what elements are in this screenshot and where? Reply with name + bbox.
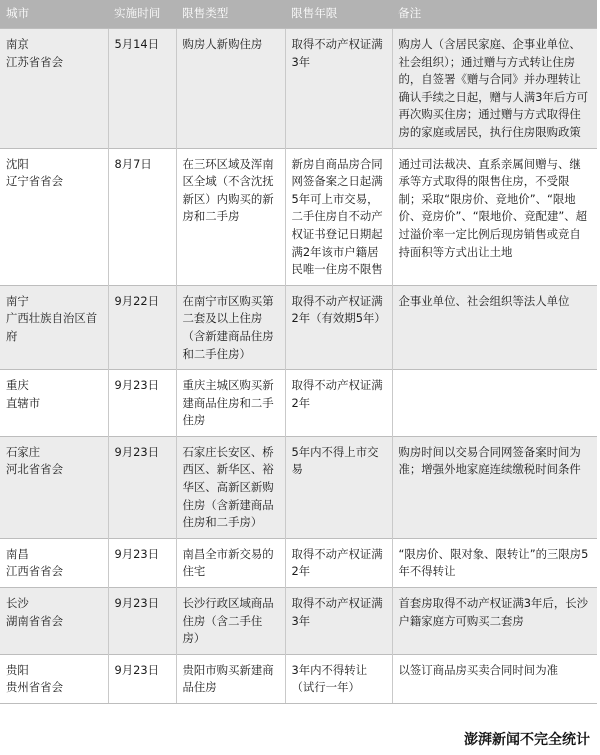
date-cell: 9月23日 <box>108 654 176 703</box>
header-type: 限售类型 <box>176 0 285 29</box>
type-cell: 石家庄长安区、桥西区、新华区、裕华区、高新区新购住房（含新建商品住房和二手房） <box>176 436 285 538</box>
type-cell: 重庆主城区购买新建商品住房和二手住房 <box>176 370 285 437</box>
notes-cell: 首套房取得不动产权证满3年后，长沙户籍家庭方可购买二套房 <box>392 588 597 655</box>
city-name: 南昌 <box>6 546 29 561</box>
city-cell <box>0 29 108 149</box>
table-row <box>0 588 597 655</box>
date-cell: 5月14日 <box>108 29 176 149</box>
city-cell <box>0 538 108 587</box>
table-row <box>0 370 597 437</box>
table-row <box>0 285 597 369</box>
notes-cell: 购房时间以交易合同网签备案时间为准；增强外地家庭连续缴税时间条件 <box>392 436 597 538</box>
date-cell: 9月23日 <box>108 436 176 538</box>
date-cell: 9月23日 <box>108 370 176 437</box>
notes-cell <box>392 370 597 437</box>
duration-cell: 新房自商品房合同网签备案之日起满5年可上市交易，二手住房自不动产权证书登记日期起满2年该市户籍居民唯一住房不限售 <box>285 148 392 285</box>
duration-cell: 5年内不得上市交易 <box>285 436 392 538</box>
duration-cell: 取得不动产权证满3年 <box>285 29 392 149</box>
city-cell <box>0 588 108 655</box>
date-cell: 9月22日 <box>108 285 176 369</box>
city-name: 石家庄 <box>6 444 41 459</box>
table-row <box>0 148 597 285</box>
city-name: 重庆 <box>6 378 29 393</box>
city-cell <box>0 370 108 437</box>
header-duration: 限售年限 <box>285 0 392 29</box>
duration-cell: 3年内不得转让（试行一年） <box>285 654 392 703</box>
date-cell: 8月7日 <box>108 148 176 285</box>
duration-cell: 取得不动产权证满2年 <box>285 370 392 437</box>
city-region: 直辖市 <box>6 395 41 410</box>
header-notes: 备注 <box>392 0 597 29</box>
city-cell <box>0 285 108 369</box>
notes-cell: 以签订商品房买卖合同时间为准 <box>392 654 597 703</box>
city-region: 湖南省省会 <box>6 613 63 628</box>
source-note: 澎湃新闻不完全统计 <box>464 732 590 748</box>
city-cell <box>0 654 108 703</box>
table-row <box>0 436 597 538</box>
type-cell: 在三环区域及浑南区全域（不含沈抚新区）内购买的新房和二手房 <box>176 148 285 285</box>
city-region: 广西壮族自治区首府 <box>6 311 98 343</box>
city-cell <box>0 436 108 538</box>
city-cell <box>0 148 108 285</box>
table-header-row <box>0 0 597 29</box>
header-city: 城市 <box>0 0 108 29</box>
city-region: 贵州省省会 <box>6 680 63 695</box>
type-cell: 贵阳市购买新建商品住房 <box>176 654 285 703</box>
city-region: 江苏省省会 <box>6 54 63 69</box>
notes-cell: “限房价、限对象、限转让”的三限房5年不得转让 <box>392 538 597 587</box>
notes-cell: 企事业单位、社会组织等法人单位 <box>392 285 597 369</box>
type-cell: 南昌全市新交易的住宅 <box>176 538 285 587</box>
type-cell: 长沙行政区域商品住房（含二手住房） <box>176 588 285 655</box>
notes-cell: 通过司法裁决、直系亲属间赠与、继承等方式取得的限售住房，不受限制；采取“限房价、竞地价”、“限地价、竞房价”、“限地价、竞配建”、超过溢价率一定比例后现房销售或竞自持面积等方式出让土地 <box>392 148 597 285</box>
duration-cell: 取得不动产权证满3年 <box>285 588 392 655</box>
duration-cell: 取得不动产权证满2年（有效期5年） <box>285 285 392 369</box>
table-row <box>0 29 597 149</box>
city-name: 长沙 <box>6 596 29 611</box>
city-region: 河北省省会 <box>6 462 63 477</box>
notes-cell: 购房人（含居民家庭、企事业单位、社会组织）；通过赠与方式转让住房的，自签署《赠与合同》并办理转让确认手续之日起，赠与人满3年后方可再次购买住房；通过赠与方式取得住房的家庭或居民，执行住房限购政策 <box>392 29 597 149</box>
table-row <box>0 654 597 703</box>
city-name: 南京 <box>6 37 29 51</box>
duration-cell: 取得不动产权证满2年 <box>285 538 392 587</box>
date-cell: 9月23日 <box>108 588 176 655</box>
city-region: 江西省省会 <box>6 564 63 579</box>
header-date: 实施时间 <box>108 0 176 29</box>
city-name: 沈阳 <box>6 156 29 171</box>
type-cell: 在南宁市区购买第二套及以上住房（含新建商品住房和二手住房） <box>176 285 285 369</box>
city-name: 南宁 <box>6 293 29 308</box>
city-region: 辽宁省省会 <box>6 174 63 189</box>
type-cell: 购房人新购住房 <box>176 29 285 149</box>
table-row <box>0 538 597 587</box>
city-name: 贵阳 <box>6 662 29 677</box>
date-cell: 9月23日 <box>108 538 176 587</box>
